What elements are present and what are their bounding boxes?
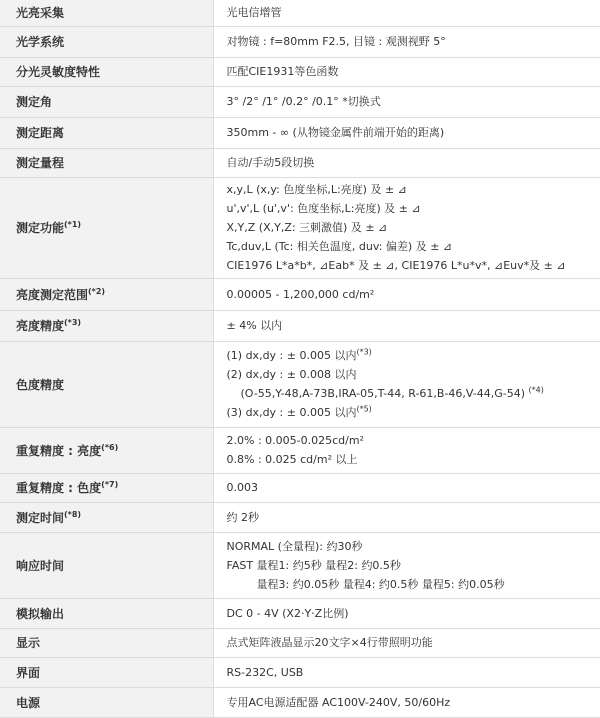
table-row (0, 427, 600, 473)
table-row (0, 117, 600, 148)
row-value: 点式矩阵液晶显示20文字×4行带照明功能 (213, 628, 600, 657)
table-row (0, 148, 600, 177)
row-value: 3° /2° /1° /0.2° /0.1° *切换式 (213, 86, 600, 117)
table-row (0, 598, 600, 628)
footnote-ref: (*3) (64, 318, 82, 327)
table-row (0, 310, 600, 341)
row-label: 光亮采集 (0, 0, 213, 26)
row-value: (1) dx,dy : ± 0.005 以内$^{(*3)}$ (2) dx,dy : ± 0.008 以内 (O-55,Y-48,A-73B,IRA-05,T-44, R-61,B-46,V-44,G-54) $^{(*4)}$ (3) dx,dy : ± 0.005 以内$^{(*5)}$ (213, 341, 600, 427)
table-row (0, 177, 600, 278)
row-value: 对物镜 : f=80mm F2.5, 目镜 : 观测视野 5° (213, 26, 600, 57)
row-value: 自动/手动5段切换 (213, 148, 600, 177)
row-label: 测定时间$^{(*8)}$ (0, 502, 213, 532)
row-label: 显示 (0, 628, 213, 657)
footnote-ref: (*2) (88, 286, 106, 296)
row-value: 匹配CIE1931等色函数 (213, 57, 600, 86)
row-label: 模拟输出 (0, 598, 213, 628)
table-row (0, 57, 600, 86)
row-label: 响应时间 (0, 532, 213, 598)
footnote-ref: (*1) (64, 220, 82, 229)
row-value: 0.003 (213, 473, 600, 502)
table-row (0, 0, 600, 26)
table-row (0, 278, 600, 310)
row-value: x,y,L (x,y: 色度坐标,L:亮度) 及 ± ⊿ u',v',L (u',v': 色度坐标,L:亮度) 及 ± ⊿ X,Y,Z (X,Y,Z: 三刺激值) 及 ± ⊿ Tc,duv,L (Tc: 相关色温度, duv: 偏差) 及 ± ⊿ CIE1976 L*a*b*, ⊿Eab* 及 ± ⊿, CIE1976 L*u*v*, ⊿Euv*及 ± ⊿ (213, 177, 600, 278)
table-row (0, 86, 600, 117)
row-value: ± 4% 以内 (213, 310, 600, 341)
row-value: 约 2秒 (213, 502, 600, 532)
row-label: 测定功能$^{(*1)}$ (0, 177, 213, 278)
row-label: 亮度精度$^{(*3)}$ (0, 310, 213, 341)
table-row (0, 26, 600, 57)
row-label: 电源 (0, 687, 213, 717)
row-label: 测定距离 (0, 117, 213, 148)
table-row (0, 502, 600, 532)
table-row (0, 657, 600, 687)
row-label: 亮度测定范围$^{(*2)}$ (0, 278, 213, 310)
row-label: 光学系统 (0, 26, 213, 57)
row-label: 测定角 (0, 86, 213, 117)
footnote-ref: (*5) (356, 404, 372, 414)
footnote-ref: (*6) (101, 442, 119, 452)
row-value: 350mm - ∞ (从物镜金属件前端开始的距离) (213, 117, 600, 148)
row-value: DC 0 - 4V (X2·Y·Z比例) (213, 598, 600, 628)
row-value: 0.00005 - 1,200,000 cd/m² (213, 278, 600, 310)
footnote-ref: (*4) (528, 385, 544, 395)
table-row (0, 628, 600, 657)
table-row (0, 532, 600, 598)
row-label: 重复精度 : 亮度$^{(*6)}$ (0, 427, 213, 473)
row-label: 测定量程 (0, 148, 213, 177)
row-value: 光电信增管 (213, 0, 600, 26)
row-label: 分光灵敏度特性 (0, 57, 213, 86)
row-value: RS-232C, USB (213, 657, 600, 687)
row-value: 专用AC电源适配器 AC100V-240V, 50/60Hz (213, 687, 600, 717)
row-label: 重复精度 : 色度$^{(*7)}$ (0, 473, 213, 502)
table-row (0, 473, 600, 502)
footnote-ref: (*3) (356, 347, 372, 357)
footnote-ref: (*8) (64, 509, 82, 519)
row-value: 2.0% : 0.005-0.025cd/m² 0.8% : 0.025 cd/m² 以上 (213, 427, 600, 473)
footnote-ref: (*7) (101, 480, 119, 489)
row-value: NORMAL (全量程): 约30秒 FAST 量程1: 约5秒 量程2: 约0.5秒 量程3: 约0.05秒 量程4: 约0.5秒 量程5: 约0.05秒 (213, 532, 600, 598)
table-row (0, 687, 600, 717)
table-row (0, 341, 600, 427)
row-label: 色度精度 (0, 341, 213, 427)
row-label: 界面 (0, 657, 213, 687)
